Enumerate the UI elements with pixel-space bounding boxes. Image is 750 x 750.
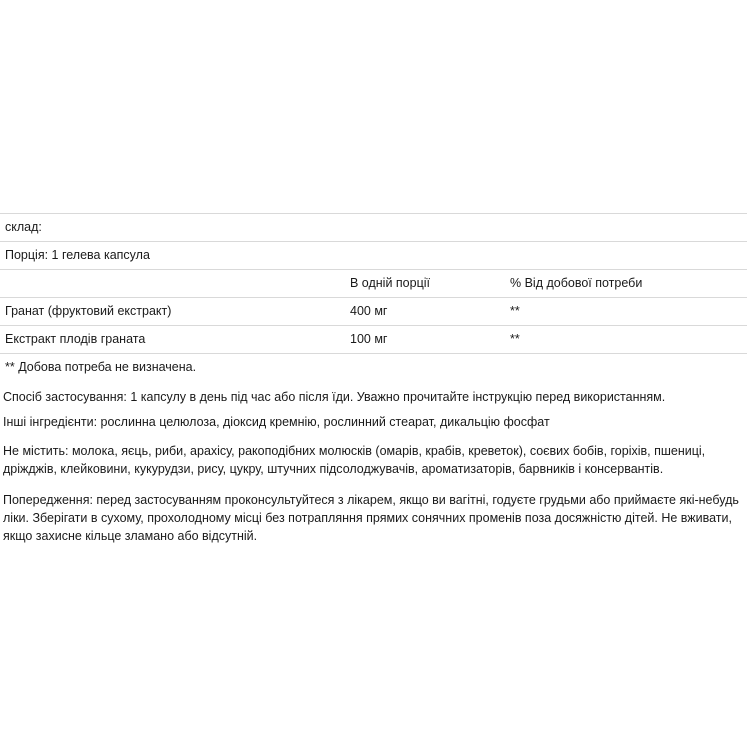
ingredient-daily-value: **: [510, 332, 520, 346]
column-header-daily-value: % Від добової потреби: [510, 276, 643, 290]
column-header-row: [0, 270, 747, 298]
daily-value-footnote: ** Добова потреба не визначена.: [5, 360, 197, 374]
table-row: [0, 326, 747, 354]
ingredient-name: Екстракт плодів граната: [5, 332, 146, 346]
ingredient-amount: 100 мг: [350, 332, 388, 346]
facts-heading: склад:: [5, 220, 42, 234]
serving-size: Порція: 1 гелева капсула: [5, 248, 150, 262]
footnote-row: [0, 354, 747, 381]
ingredient-amount: 400 мг: [350, 304, 388, 318]
allergen-statement: Не містить: молока, яєць, риби, арахісу, ракоподібних молюсків (омарів, крабів, креветок), соєвих бобів, горіхів, пшениці, дріжджів, клейковини, кукурудзи, рису, цукру, штучних підсолоджувачів, ароматизаторів, барвників і консервантів.: [3, 444, 706, 476]
usage-directions: Спосіб застосування: 1 капсулу в день під час або після їди. Уважно прочитайте інструкцію перед використанням.: [3, 390, 666, 404]
warning-text: Попередження: перед застосуванням проконсультуйтеся з лікарем, якщо ви вагітні, годуєте грудьми або приймаєте які-небудь ліки. Зберігати в сухому, прохолодному місці без потрапляння прямих сонячних променів поза досяжністю дітей. Не вживати, якщо захисне кільце зламано або відсутній.: [3, 493, 739, 543]
other-ingredients: Інші інгредієнти: рослинна целюлоза, діоксид кремнію, рослинний стеарат, дикальцію фосфат: [3, 415, 550, 429]
ingredient-name: Гранат (фруктовий екстракт): [5, 304, 172, 318]
supplement-facts-table: [0, 213, 747, 381]
column-header-per-serving: В одній порції: [350, 276, 430, 290]
ingredient-daily-value: **: [510, 304, 520, 318]
serving-size-row: [0, 242, 747, 270]
table-row: [0, 298, 747, 326]
facts-heading-row: [0, 214, 747, 242]
